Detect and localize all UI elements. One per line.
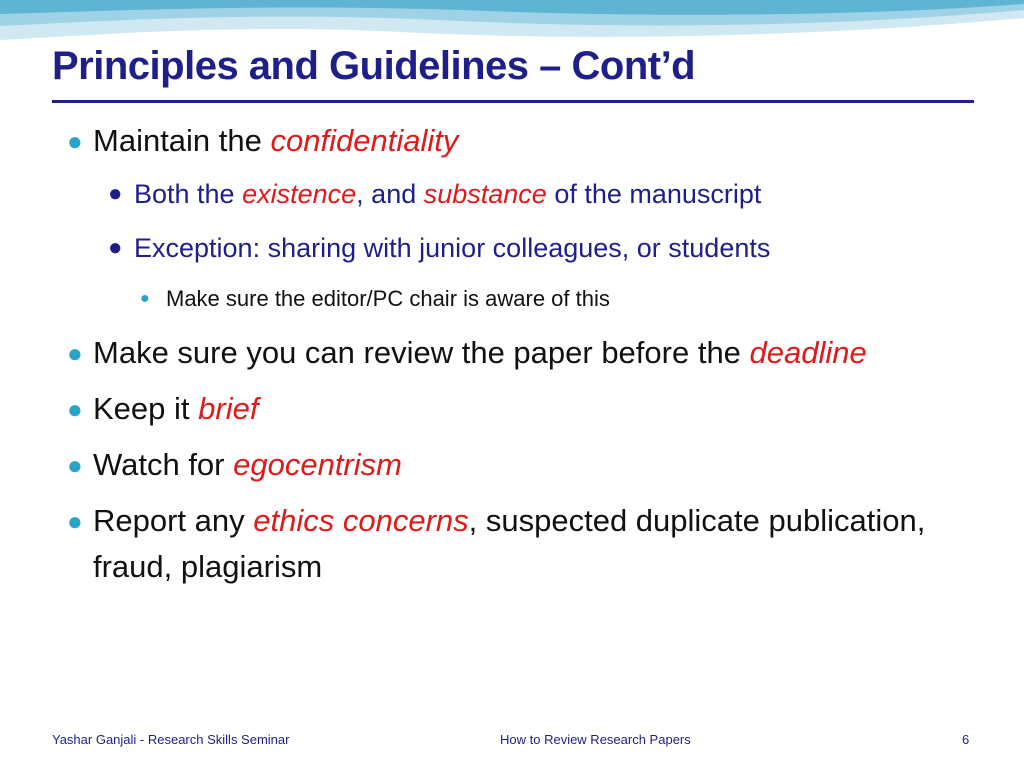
bullet-item-level-1 bbox=[62, 498, 972, 590]
bullet-dot-icon: ● bbox=[67, 126, 83, 156]
bullet-item-level-1 bbox=[62, 442, 972, 488]
bullet-text: , and bbox=[356, 179, 424, 209]
emphasized-text: confidentiality bbox=[270, 123, 459, 158]
emphasized-text: ethics concerns bbox=[253, 503, 469, 538]
emphasized-text: existence bbox=[242, 179, 357, 209]
bullet-dot-icon: ● bbox=[67, 506, 83, 536]
bullet-item-level-1 bbox=[62, 330, 972, 376]
bullet-text: Make sure you can review the paper before the bbox=[93, 335, 750, 370]
slide-number: 6 bbox=[962, 732, 970, 747]
bullet-dot-icon: ● bbox=[67, 450, 83, 480]
footer-title: How to Review Research Papers bbox=[500, 732, 691, 747]
bullet-dot-icon: ● bbox=[108, 180, 123, 207]
emphasized-text: deadline bbox=[749, 335, 867, 370]
bullet-dot-icon: ● bbox=[67, 338, 83, 368]
bullet-text: Both the bbox=[134, 179, 243, 209]
bullet-item-level-2 bbox=[62, 228, 972, 268]
footer-author: Yashar Ganjali - Research Skills Seminar bbox=[52, 732, 290, 747]
bullet-text: Keep it bbox=[93, 391, 199, 426]
slide-title: Principles and Guidelines – Cont’d bbox=[52, 44, 696, 88]
bullet-item-level-1 bbox=[62, 386, 972, 432]
bullet-text: Make sure the editor/PC chair is aware of this bbox=[166, 286, 610, 311]
header-wave-decoration bbox=[0, 0, 1024, 44]
bullet-dot-icon: ● bbox=[108, 234, 123, 261]
bullet-text: Watch for bbox=[93, 447, 234, 482]
bullet-item-level-3 bbox=[62, 282, 972, 316]
emphasized-text: substance bbox=[423, 179, 547, 209]
bullet-list bbox=[62, 118, 972, 600]
title-underline bbox=[52, 100, 974, 103]
bullet-text: Maintain the bbox=[93, 123, 271, 158]
bullet-text: Report any bbox=[93, 503, 254, 538]
bullet-item-level-1 bbox=[62, 118, 972, 164]
emphasized-text: egocentrism bbox=[233, 447, 402, 482]
bullet-text: Exception: sharing with junior colleagues, or students bbox=[134, 233, 771, 263]
bullet-dot-icon: ● bbox=[140, 290, 150, 307]
bullet-item-level-2 bbox=[62, 174, 972, 214]
bullet-text: , suspected duplicate publication, fraud, plagiarism bbox=[93, 503, 926, 584]
bullet-dot-icon: ● bbox=[67, 394, 83, 424]
emphasized-text: brief bbox=[198, 391, 259, 426]
bullet-text: of the manuscript bbox=[546, 179, 762, 209]
